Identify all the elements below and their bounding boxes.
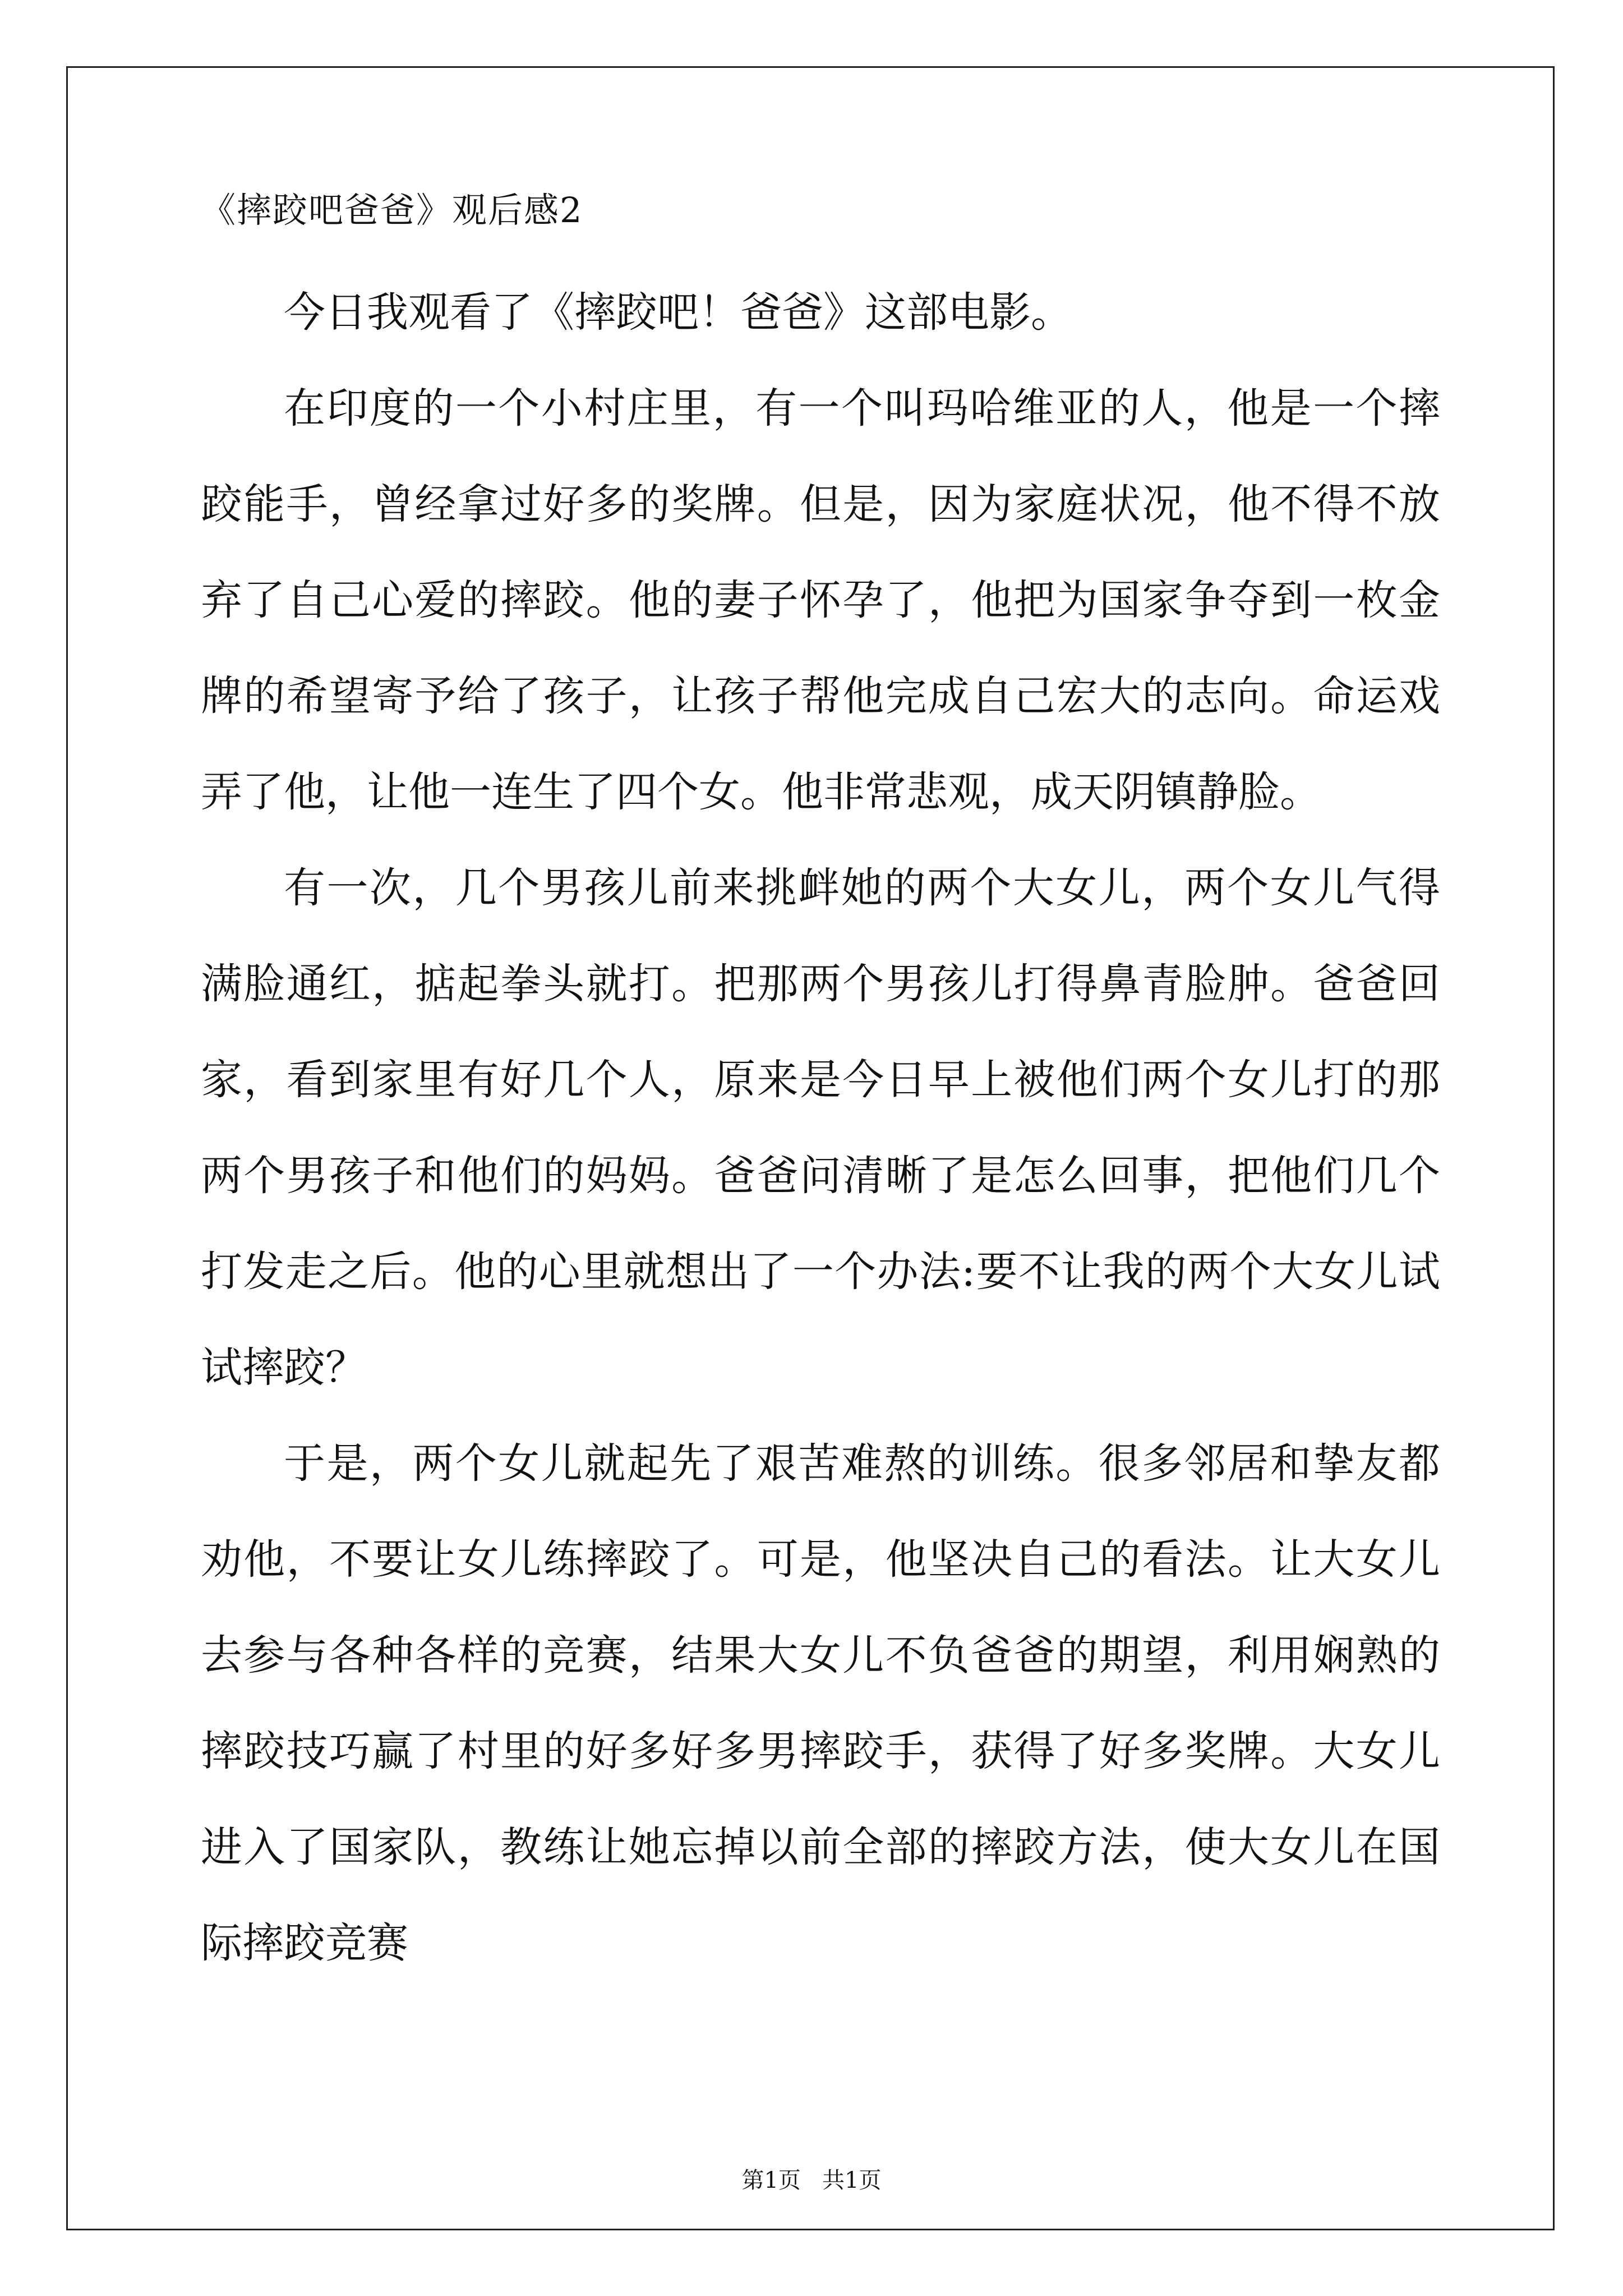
paragraph-2: 在印度的一个小村庄里，有一个叫玛哈维亚的人，他是一个摔跤能手，曾经拿过好多的奖牌。但是，因为家庭状况，他不得不放弃了自己心爱的摔跤。他的妻子怀孕了，他把为国家争夺到一枚金牌的希望寄予给了孩子，让孩子帮他完成自己宏大的志向。命运戏弄了他，让他一连生了四个女。他非常悲观，成天阴镇静脸。 — [201, 384, 1440, 816]
paragraph-3: 有一次，几个男孩儿前来挑衅她的两个大女儿，两个女儿气得满脸通红，掂起拳头就打。把那两个男孩儿打得鼻青脸肿。爸爸回家，看到家里有好几个人，原来是今日早上被他们两个女儿打的那两个男孩子和他们的妈妈。爸爸问清晰了是怎么回事，把他们几个打发走之后。他的心里就想出了一个办法:要不让我的两个大女儿试试摔跤？ — [201, 864, 1440, 1392]
paragraph-4: 于是，两个女儿就起先了艰苦难熬的训练。很多邻居和挚友都劝他，不要让女儿练摔跤了。可是，他坚决自己的看法。让大女儿去参与各种各样的竞赛，结果大女儿不负爸爸的期望，利用娴熟的摔跤技巧赢了村里的好多好多男摔跤手，获得了好多奖牌。大女儿进入了国家队，教练让她忘掉以前全部的摔跤方法，使大女儿在国际摔跤竞赛 — [201, 1439, 1440, 1967]
page-footer: 第1页 共1页 — [741, 2168, 882, 2193]
document-title: 《摔跤吧爸爸》观后感2 — [201, 190, 583, 231]
document-body — [201, 185, 1440, 1991]
paragraph-1: 今日我观看了《摔跤吧！爸爸》这部电影。 — [284, 288, 1072, 337]
